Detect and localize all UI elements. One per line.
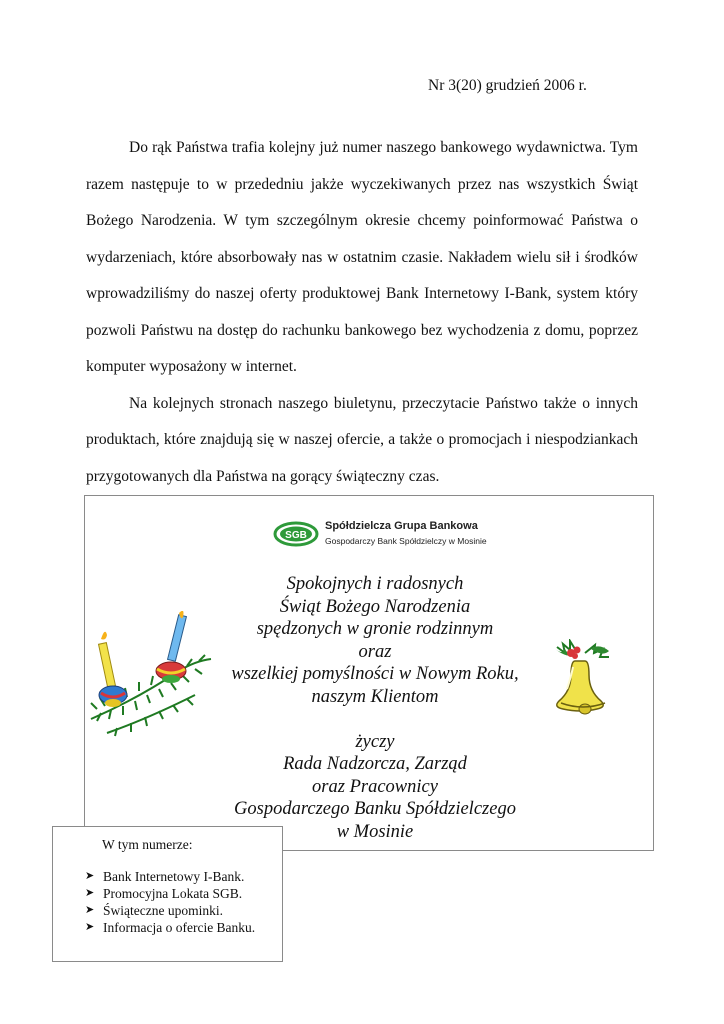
logo-name: Spółdzielcza Grupa Bankowa: [325, 520, 478, 532]
greeting-line: w Mosinie: [336, 821, 414, 842]
list-item: [85, 885, 275, 902]
greeting-line: Rada Nadzorcza, Zarząd: [283, 754, 467, 774]
logo-subtitle: Gospodarczy Bank Spółdzielczy w Mosinie: [325, 536, 487, 546]
greeting-line: oraz: [358, 641, 392, 662]
greeting-text: [205, 573, 545, 843]
toc-item-label: Świąteczne upominki.: [103, 903, 223, 918]
list-item: [85, 868, 275, 885]
issue-label: Nr 3(20) grudzień 2006 r.: [428, 77, 587, 94]
logo-mark: SGB: [285, 530, 307, 541]
arrow-bullet-icon: ➤: [85, 870, 95, 882]
greeting-line: życzy: [355, 731, 395, 752]
sgb-logo-icon: [273, 521, 319, 547]
toc-list: [85, 868, 275, 936]
greeting-line: Świąt Bożego Narodzenia: [279, 596, 471, 617]
toc-item-label: Informacja o ofercie Banku.: [103, 920, 256, 935]
intro-text: [86, 130, 638, 495]
toc-title: W tym numerze:: [102, 837, 193, 852]
list-item: [85, 919, 275, 936]
greeting-line: Gospodarczego Banku Spółdzielczego: [234, 799, 516, 819]
greeting-line: naszym Klientom: [311, 686, 439, 707]
toc-item-label: Bank Internetowy I-Bank.: [103, 869, 245, 884]
sgb-logo: [273, 515, 533, 553]
greeting-line: [205, 708, 545, 731]
list-item: [85, 902, 275, 919]
greeting-line: wszelkiej pomyślności w Nowym Roku,: [231, 664, 519, 684]
arrow-bullet-icon: ➤: [85, 904, 95, 916]
greeting-line: oraz Pracownicy: [312, 776, 438, 797]
intro-paragraph: Na kolejnych stronach naszego biuletynu, przeczytacie Państwo także o innych produktach, które znajdują się w naszej ofercie, a także o promocjach i niespodziankach przygotowanych dla Państwa na gorący świąteczny czas.: [86, 394, 638, 485]
bell-icon: [551, 639, 615, 721]
greeting-card: [84, 495, 654, 851]
greeting-line: Spokojnych i radosnych: [286, 574, 464, 594]
arrow-bullet-icon: ➤: [85, 887, 95, 899]
table-of-contents: [52, 826, 283, 962]
toc-item-label: Promocyjna Lokata SGB.: [103, 886, 243, 901]
greeting-line: spędzonych w gronie rodzinnym: [256, 619, 494, 639]
intro-paragraph: Do rąk Państwa trafia kolejny już numer naszego bankowego wydawnictwa. Tym razem następuje to w przededniu jakże wyczekiwanych przez nas wszystkich Świąt Bożego Narodzenia. W tym szczególnym okresie chcemy poinformować Państwa o wydarzeniach, które absorbowały nas w ostatnim czasie. Nakładem wielu sił i środków wprowadziliśmy do naszej oferty produktowej Bank Internetowy I-Bank, system który pozwoli Państwu na dostęp do rachunku bankowego bez wychodzenia z domu, poprzez komputer wyposażony w internet.: [86, 139, 638, 375]
candles-icon: [87, 611, 217, 746]
arrow-bullet-icon: ➤: [85, 921, 95, 933]
